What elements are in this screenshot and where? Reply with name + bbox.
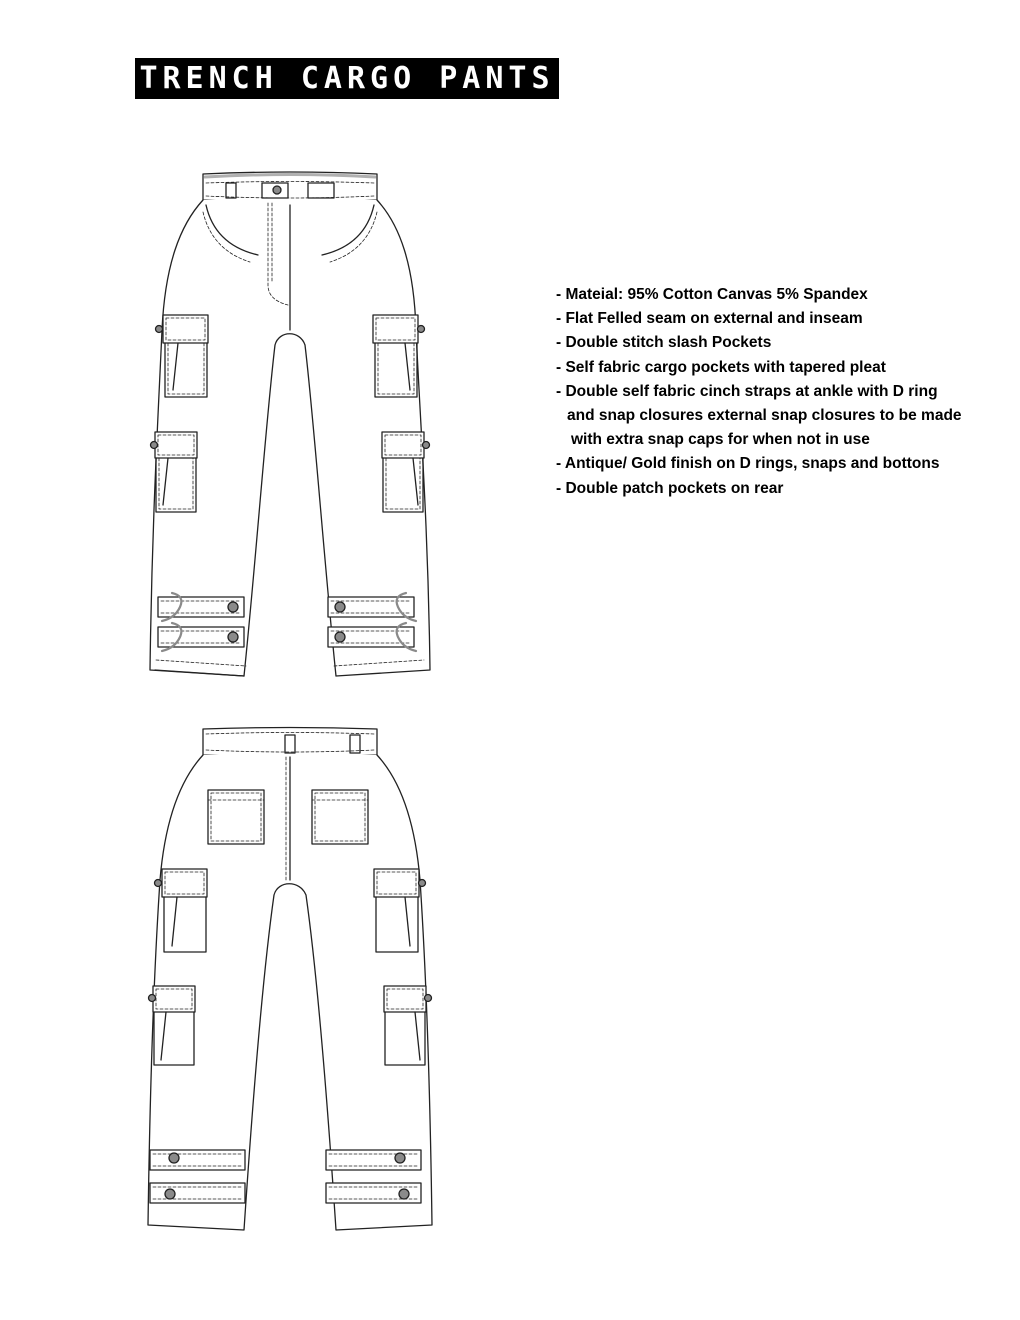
spec-notes [556,283,1006,501]
spec-rear-pockets: - Double patch pockets on rear [556,479,784,497]
spec-slash-pockets: - Double stitch slash Pockets [556,334,772,352]
spec-cinch-straps: - Double self fabric cinch straps at ankle with D ring [556,382,938,400]
back-waistband [203,728,377,758]
spec-hardware-finish: - Antique/ Gold finish on D rings, snaps and bottons [556,455,940,473]
spec-cinch-straps-cont-1: and snap closures external snap closures to be made [567,407,962,425]
spec-material: - Mateial: 95% Cotton Canvas 5% Spandex [556,286,868,303]
spec-cinch-straps-cont-2: with extra snap caps for when not in use [571,431,870,449]
spec-cargo-pockets: - Self fabric cargo pockets with tapered pleat [556,358,886,376]
page-title: TRENCH CARGO PANTS [139,61,555,96]
spec-seams: - Flat Felled seam on external and inseam [556,310,863,328]
